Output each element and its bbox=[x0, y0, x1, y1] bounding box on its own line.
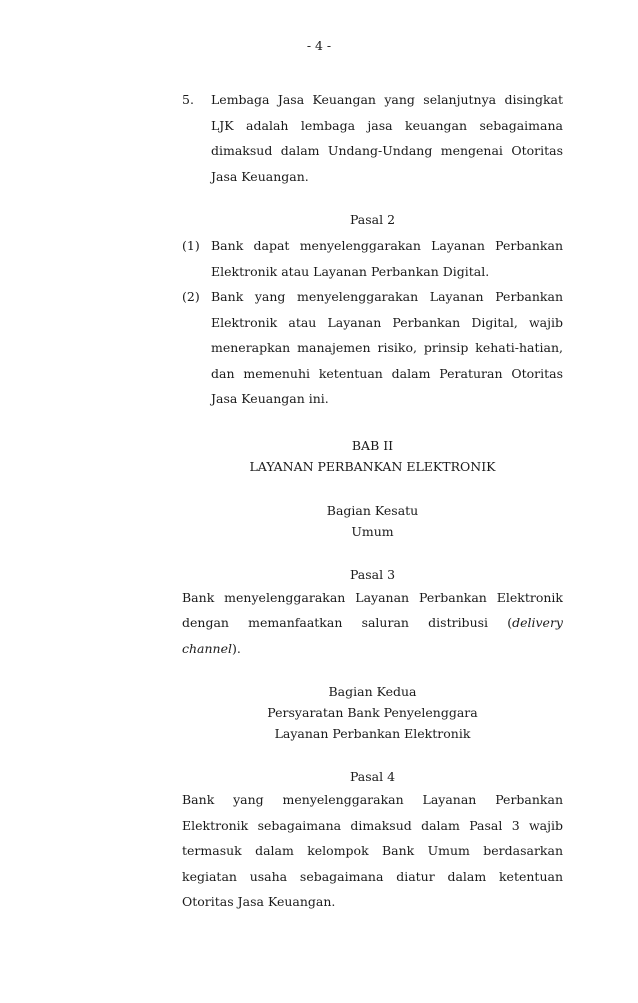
pasal-4-heading: Pasal 4 bbox=[349, 769, 396, 784]
pasal-3-text-end: ). bbox=[232, 640, 241, 656]
document-body bbox=[182, 87, 563, 915]
bagian-2-title-line-1: Persyaratan Bank Penyelenggara bbox=[267, 705, 478, 720]
bagian-2-title-line-2: Layanan Perbankan Elektronik bbox=[274, 726, 471, 741]
bagian-1-title: Umum bbox=[351, 523, 394, 539]
item-text: Lembaga Jasa Keuangan yang selanjutnya disingkat LJK adalah lembaga jasa keuangan sebagaimana dimaksud dalam Undang-Undang mengenai Otoritas Jasa Keuangan. bbox=[211, 92, 563, 184]
bagian-1-heading: Bagian Kesatu bbox=[326, 502, 419, 518]
pasal-3-heading: Pasal 3 bbox=[349, 566, 396, 582]
pasal-4-text: Bank yang menyelenggarakan Layanan Perbankan Elektronik sebagaimana dimaksud dalam Pasal 3 wajib termasuk dalam kelompok Bank Umum berdasarkan kegiatan usaha sebagaimana diatur dalam ketentuan Otoritas Jasa Keuangan. bbox=[182, 792, 563, 909]
pasal-3-text-part: Bank menyelenggarakan Layanan Perbankan Elektronik dengan memanfaatkan saluran distribusi ( bbox=[182, 589, 563, 630]
page-number: - 4 - bbox=[306, 38, 332, 53]
bab-number: BAB II bbox=[351, 437, 394, 453]
item-text: Bank dapat menyelenggarakan Layanan Perbankan Elektronik atau Layanan Perbankan Digital. bbox=[211, 238, 563, 279]
pasal-2-heading: Pasal 2 bbox=[349, 212, 396, 227]
pasal-3-text bbox=[182, 585, 563, 662]
pasal-2-item-2 bbox=[182, 284, 563, 412]
bab-title: LAYANAN PERBANKAN ELEKTRONIK bbox=[249, 458, 496, 474]
pasal-2-item-1 bbox=[182, 233, 563, 284]
item-number: (2) bbox=[182, 289, 200, 304]
definition-item-5 bbox=[182, 87, 563, 189]
item-number: (1) bbox=[182, 238, 200, 253]
item-text: Bank yang menyelenggarakan Layanan Perbankan Elektronik atau Layanan Perbankan Digital, wajib menerapkan manajemen risiko, prinsip kehati-hatian, dan memenuhi ketentuan dalam Peraturan Otoritas Jasa Keuangan ini. bbox=[211, 289, 563, 406]
bagian-2-heading: Bagian Kedua bbox=[328, 684, 417, 699]
item-number: 5. bbox=[182, 92, 194, 107]
pasal-3-text-italic: delivery channel bbox=[182, 615, 563, 656]
